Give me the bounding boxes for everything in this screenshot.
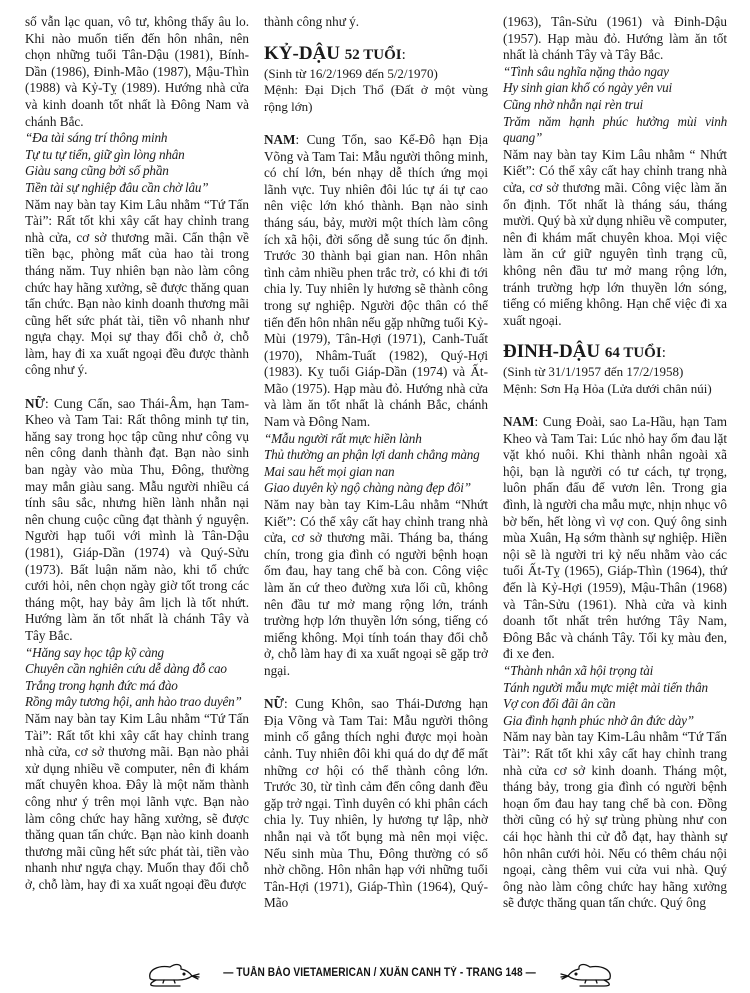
section-heading-dinh-dau [503,341,727,364]
paragraph: Năm nay bàn tay Kim Lâu nhằm “ Nhứt Kiết”: Có thể xây cất hay chỉnh trang nhà cửa, cơ sở thương mãi. Công việc làm ăn ổn định. Tốt nhất là tháng sáu, tháng mười. Quý bà xử dụng nhiều về computer, nên đi khám mất chuyên khoa. Mọi việc làm ăn cứ giữ nguyên tình trạng cũ, không nên đầu tư mở mang rộng lớn, tránh trường hợp lớn thuyền lớn sóng, tiếng có miếng không. Hạn chế việc đi xa xuất ngoại. [503,146,728,328]
poem-line: “Thành nhân xã hội trọng tài [503,662,654,678]
poem-line: Vợ con đối đãi ân cần [503,696,616,712]
heading-name: KỶ-DẬU [264,42,340,64]
mouse-icon [144,958,202,988]
poem [25,130,249,196]
poem [503,64,727,147]
poem-line: Chuyên cần nghiên cứu dễ dàng đỗ cao [25,661,227,677]
poem-line: “Mẫu người rất mực hiền lành [264,430,422,446]
poem [503,663,727,729]
paragraph: số vẫn lạc quan, vô tư, không thấy âu lo. Khi nào muốn tiến đến hôn nhân, nên chọn những tuổi Tân-Dậu (1981), Bính-Dần (1986), Đinh-Mão (1987), Mậu-Thìn (1988) và Kỷ-Tỵ (1989). Hướng nhà cửa và kinh doanh tốt nhất là Đông Nam và chánh Bắc. [25,14,249,129]
heading-age: 52 TUỔI [344,46,402,63]
paragraph: Năm nay bàn tay Kim Lâu nhằm “Tứ Tấn Tài”: Rất tốt khi xây cất hay chỉnh trang nhà cửa, cơ sở thương mãi. Bạn nào phải xử dụng nhiều về computer, nên đi khám mất chuyên khoa. Đây là một năm thành công như ý trên mọi lãnh vực. Bạn nào làm công chức hay hãng xưởng, sẽ được thăng quan tấn chức. Bạn nào kinh doanh thương mãi cũng hết sức phát tài, tiền vào nhanh như ngựa chạy. Muốn thay đổi chỗ ở, chỗ làm, hay đi xa xuất ngoại đều được [25,710,249,892]
poem-line: Mai sau hết mọi gian nan [264,463,395,479]
poem-line: Giao duyên kỳ ngộ chàng nàng đẹp đôi” [264,480,471,496]
column-1 [25,14,249,893]
paragraph-nam [503,414,727,663]
section-label-nu: NỮ [264,696,285,712]
paragraph-text: : Cung Đoài, sao La-Hầu, hạn Tam Kheo và Tam Tai: Lúc nhỏ hay ốm đau lặt vặt khó nuôi. Khi thành nhân ngoài xã hội, bạn là người có tư cách, tự trọng, luôn phấn đấu để vươn lên. Trong gia đình, là người cha mẫu mực, nhịn nhục vô bờ bến, hết lòng vì vợ con. Quý ông sinh mùa Xuân, Hạ sớm thành sự nghiệp. Hiền nội sẽ là người tri kỷ nếu nhằm vào các tuổi Ất-Tỵ (1965), Giáp-Thìn (1964), thứ đến là Kỷ-Hợi (1959), Mậu-Thân (1968) và Tân-Sửu (1961). Nhà cửa và kinh doanh tốt nhất trên hướng Tây Nam, Đông Bắc và chánh Tây. Tối kỵ màu đen, đi xe đen. [503,414,727,662]
section-label-nam: NAM [503,414,535,430]
poem-line: Tánh người mẫu mực miệt mài tiến thân [503,679,708,695]
paragraph-nu [264,696,488,912]
paragraph: Năm nay bàn tay Kim-Lâu nhằm “Nhứt Kiết”: Có thể xây cất hay chỉnh trang nhà cửa, cơ sở thương mãi. Tháng ba, tháng chín, trong gia đình có người bệnh hoạn ốm đau, hay tang chế bà con. Công việc làm ăn cứ theo đường xưa lối cũ, không nên đầu tư mở mang rộng lớn, tránh trường hợp lớn thuyền lớn sóng, tiếng có miếng không. Mọi tính toán thay đổi chỗ ở, chỗ làm hay đi xa xuất ngoại sẽ gặp trở ngại. [264,497,488,678]
page-footer [170,958,590,988]
poem-line: “Tình sâu nghĩa nặng thảo ngay [503,63,669,79]
column-3 [503,14,727,912]
paragraph: Năm nay bàn tay Kim Lâu nhằm “Tứ Tấn Tài”: Rất tốt khi xây cất hay chỉnh trang nhà cửa, cơ sở thương mãi. Cẩn thận về tiền bạc, phòng mất của hao tài trong tháng năm. Tuy nhiên bạn nào làm công chức hay hãng xưởng, sẽ được thăng quan tấn chức. Bạn nào kinh doanh thương mãi cũng hết sức phát tài, tiền vô nhanh như ngựa chạy. Mọi sự thay đổi chỗ ở, chỗ làm, hay đi xa xuất ngoại đều được thành công như ý. [25,196,249,378]
heading-name: ĐINH-DẬU [503,341,601,363]
section-heading-ky-dau [264,43,488,66]
poem-line: Cũng nhờ nhẫn nại rèn trui [503,96,643,112]
poem-line: Giàu sang cũng bởi số phần [25,163,169,179]
paragraph-text: : Cung Khôn, sao Thái-Dương hạn Địa Võng và Tam Tai: Mẫu người thông minh cố gắng thích nghi được mọi hoàn cảnh. Tuy nhiên đôi khi quá do dự để mất những cơ hội có thể thành công lớn. Trước 30, từ tình cảm đến công danh đều gặp trở ngại. Tình duyên có khi phân cách chia ly. Tuy nhiên, ly hương tự lập, nhờ nhẫn nại và tốt bụng mà nên mọi việc. Nếu sinh mùa Thu, Đông thường có số nhờ chồng. Hôn nhân hạp với những tuổi Tân-Hợi (1971), Giáp-Thìn (1964), Quý-Mão [264,696,488,911]
column-2 [264,14,488,912]
paragraph: (1963), Tân-Sửu (1961) và Đinh-Dậu (1957). Hạp màu đỏ. Hướng làm ăn tốt nhất là chánh Tây và Tây Bắc. [503,14,727,63]
poem [264,431,488,497]
mouse-icon [558,958,616,988]
poem-line: Thủ thường an phận lợi danh chẳng màng [264,447,480,463]
poem-line: “Hăng say học tập kỹ càng [25,644,164,660]
poem-line: Trăm năm hạnh phúc hưởng mùi vinh quang” [503,113,727,146]
paragraph-nu [25,396,249,645]
birth-range: (Sinh từ 16/2/1969 đến 5/2/1970) [264,65,438,81]
poem-line: Rồng mây tương hội, anh hào trao duyên” [25,694,242,710]
paragraph-nam [264,132,488,431]
poem-line: Tự tu tự tiến, giữ gìn lòng nhân [25,146,185,162]
section-label-nam: NAM [264,131,296,147]
heading-colon: : [661,345,666,362]
poem-line: Gia đình hạnh phúc nhờ ân đức dày” [503,712,694,728]
paragraph-text: : Cung Tốn, sao Kế-Đô hạn Địa Võng và Tam Tai: Mẫu người thông minh, có chí lớn, bén nhạy dễ thích ứng mọi lãnh vực. Tuy nhiên đôi lúc tự ái tự cao nên việc lớn khó thành. Bạn nào sinh tháng sáu, bảy, mười một thích làm công ích xã hội, đời sống dễ sung túc ổn định. Trước 30 thành bại gian nan. Hôn nhân tình cảm nhiều phen trắc trở, có khi đi tới chia ly. Tuy nhiên ly hương sẽ thành công trong sự nghiệp. Người độc thân có thể tiến đến hôn nhân nếu gặp những tuổi Kỷ-Mùi (1979), Tân-Hợi (1971), Canh-Tuất (1970), Nhâm-Tuất (1982), Quý-Hợi (1983). Kỵ tuổi Giáp-Dần (1974) và Ất-Mão (1975). Hạp màu đỏ. Hướng nhà cửa và làm ăn tốt nhất là chánh Bắc, chánh Nam và Đông Nam. [264,131,488,430]
heading-age: 64 TUỔI [604,345,662,362]
menh: Mệnh: Sơn Hạ Hỏa (Lửa dưới chân núi) [503,380,712,396]
section-label-nu: NỮ [25,395,46,411]
poem-line: “Đa tài sáng trí thông minh [25,130,168,146]
footer-text: — TUẦN BÁO VIETAMERICAN / XUÂN CANH TÝ - TRANG 148 — [223,967,537,979]
poem-line: Hy sinh gian khổ có ngày yên vui [503,80,673,96]
heading-colon: : [401,46,406,63]
menh: Mệnh: Đại Dịch Thổ (Đất ở một vùng rộng lớn) [264,82,488,114]
paragraph-text: : Cung Cấn, sao Thái-Âm, hạn Tam-Kheo và Tam Tai: Rất thông minh tự tin, hăng say trong học tập cũng như công vụ nên công danh thành đạt. Bạn nào sinh ban ngày vào mùa Thu, Đông, thường may mắn giàu sang. Mẫu người nhiều cá tính sâu sắc, nhưng hiền lành nhẫn nại nên chung cuộc cũng đạt thành ý nguyện. Người hạp tuổi với mình là Tân-Dậu (1981), Giáp-Dần (1974) và Quý-Sửu (1973). Bất luận năm nào, khi tổ chức cưới hỏi, nên chọn ngày giờ tốt trong các tháng một, hay bảy âm lịch là tốt nhứt. Hướng làm ăn tốt nhất là chánh Tây và Tây Bắc. [25,395,249,643]
poem-line: Trắng trong hạnh đức má đào [25,677,178,693]
paragraph: thành công như ý. [264,14,360,29]
poem [25,645,249,711]
birth-range: (Sinh từ 31/1/1957 đến 17/2/1958) [503,364,684,380]
paragraph: Năm nay bàn tay Kim-Lâu nhằm “Tứ Tấn Tài”: Rất tốt khi xây cất hay chỉnh trang nhà cửa cơ sở kinh doanh. Tháng một, tháng bảy, trong gia đình có người bệnh hoạn ốm đau hay tang chế bà con. Đồng thời cũng có hỷ sự trùng phùng như con cái học hành thi cử đỗ đạt, hay thành sự hôn nhân cưới hỏi. Nếu có thêm cháu nội ngoại, càng thêm vui cửa vui nhà. Quý ông nào làm công chức hay hãng xưởng sẽ được thăng quan tấn chức. Quý ông [503,729,727,911]
poem-line: Tiền tài sự nghiệp đâu cần chờ lâu” [25,179,209,195]
